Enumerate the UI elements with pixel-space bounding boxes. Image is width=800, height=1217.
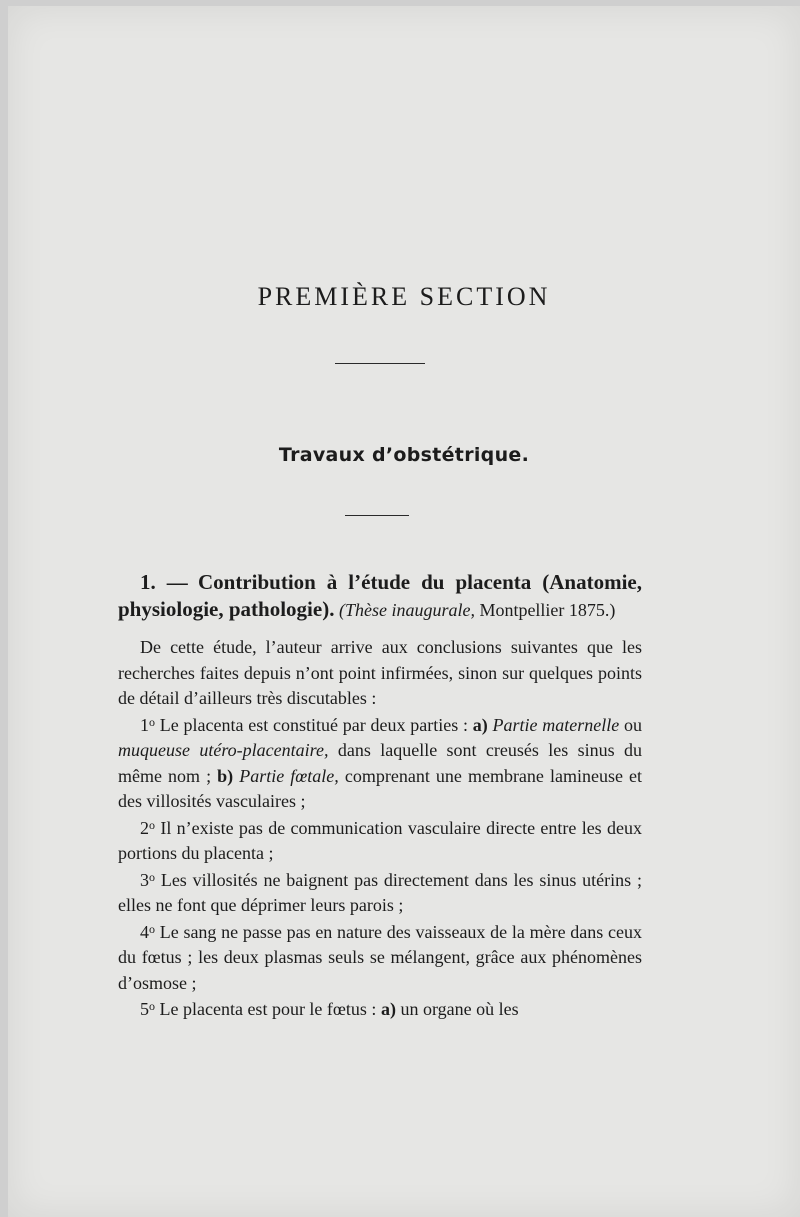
item-text: comprenant une membrane lamineuse et des villosités vasculaires ; [118,765,643,811]
entry-number: 1. — [140,570,188,594]
item-ordinal: o [149,999,155,1013]
item-ordinal: o [149,817,155,832]
item-number: 1 [140,714,149,735]
section-divider [335,363,425,364]
item-emphasis: muqueuse utéro-placentaire, [118,740,329,760]
item-ordinal: o [149,869,155,884]
item-number: 5 [140,999,149,1019]
item-emphasis: Partie maternelle [492,714,620,735]
conclusion-item-4 [118,920,642,997]
item-number: 2 [140,817,149,838]
section-title: PREMIÈRE SECTION [257,282,551,311]
item-text: Le placenta est pour le fœtus : [155,999,381,1019]
item-number: 3 [140,869,149,890]
item-text: Les villosités ne baignent pas directement dans les sinus utérins ; elles ne font que déprimer leurs parois ; [118,869,642,915]
conclusion-item-5 [118,997,642,1023]
entry-heading [118,570,642,623]
item-text: Le placenta est constitué par deux parties : [155,714,473,735]
item-text: ou [619,714,642,735]
conclusion-item-1 [118,713,642,815]
entry-title: Contribution à l’étude du placenta (Anatomie, physiologie, pathologie). [118,570,642,621]
item-marker: b) [217,765,234,786]
item-number: 4 [140,921,149,942]
entry-note: (Thèse inaugurale, [338,599,475,620]
item-ordinal: o [149,921,155,936]
subtitle-divider [345,515,409,516]
item-text: dans laquelle sont creusés les sinus du même nom ; [118,740,642,786]
body-text [118,570,642,1023]
document-page [8,6,800,1217]
item-marker: a) [380,999,396,1019]
item-text: Le sang ne passe pas en nature des vaisseaux de la mère dans ceux du fœtus ; les deux plasmas seuls se mélangent, grâce aux phénomènes d’osmose ; [118,921,642,993]
section-subtitle: Travaux d’obstétrique. [278,444,530,466]
item-text: un organe où les [395,999,519,1019]
entry-note-place: Montpellier 1875.) [479,599,616,620]
item-emphasis: Partie fœtale, [239,765,339,786]
item-ordinal: o [149,714,155,729]
intro-paragraph: De cette étude, l’auteur arrive aux conclusions suivantes que les recherches faites depuis n’ont point infirmées, sinon sur quelques points de détail d’ailleurs très discutables : [118,637,642,708]
item-text: Il n’existe pas de communication vasculaire directe entre les deux portions du placenta ; [118,817,642,863]
item-marker: a) [472,714,488,735]
conclusion-item-3 [118,868,642,919]
conclusion-item-2 [118,816,642,867]
